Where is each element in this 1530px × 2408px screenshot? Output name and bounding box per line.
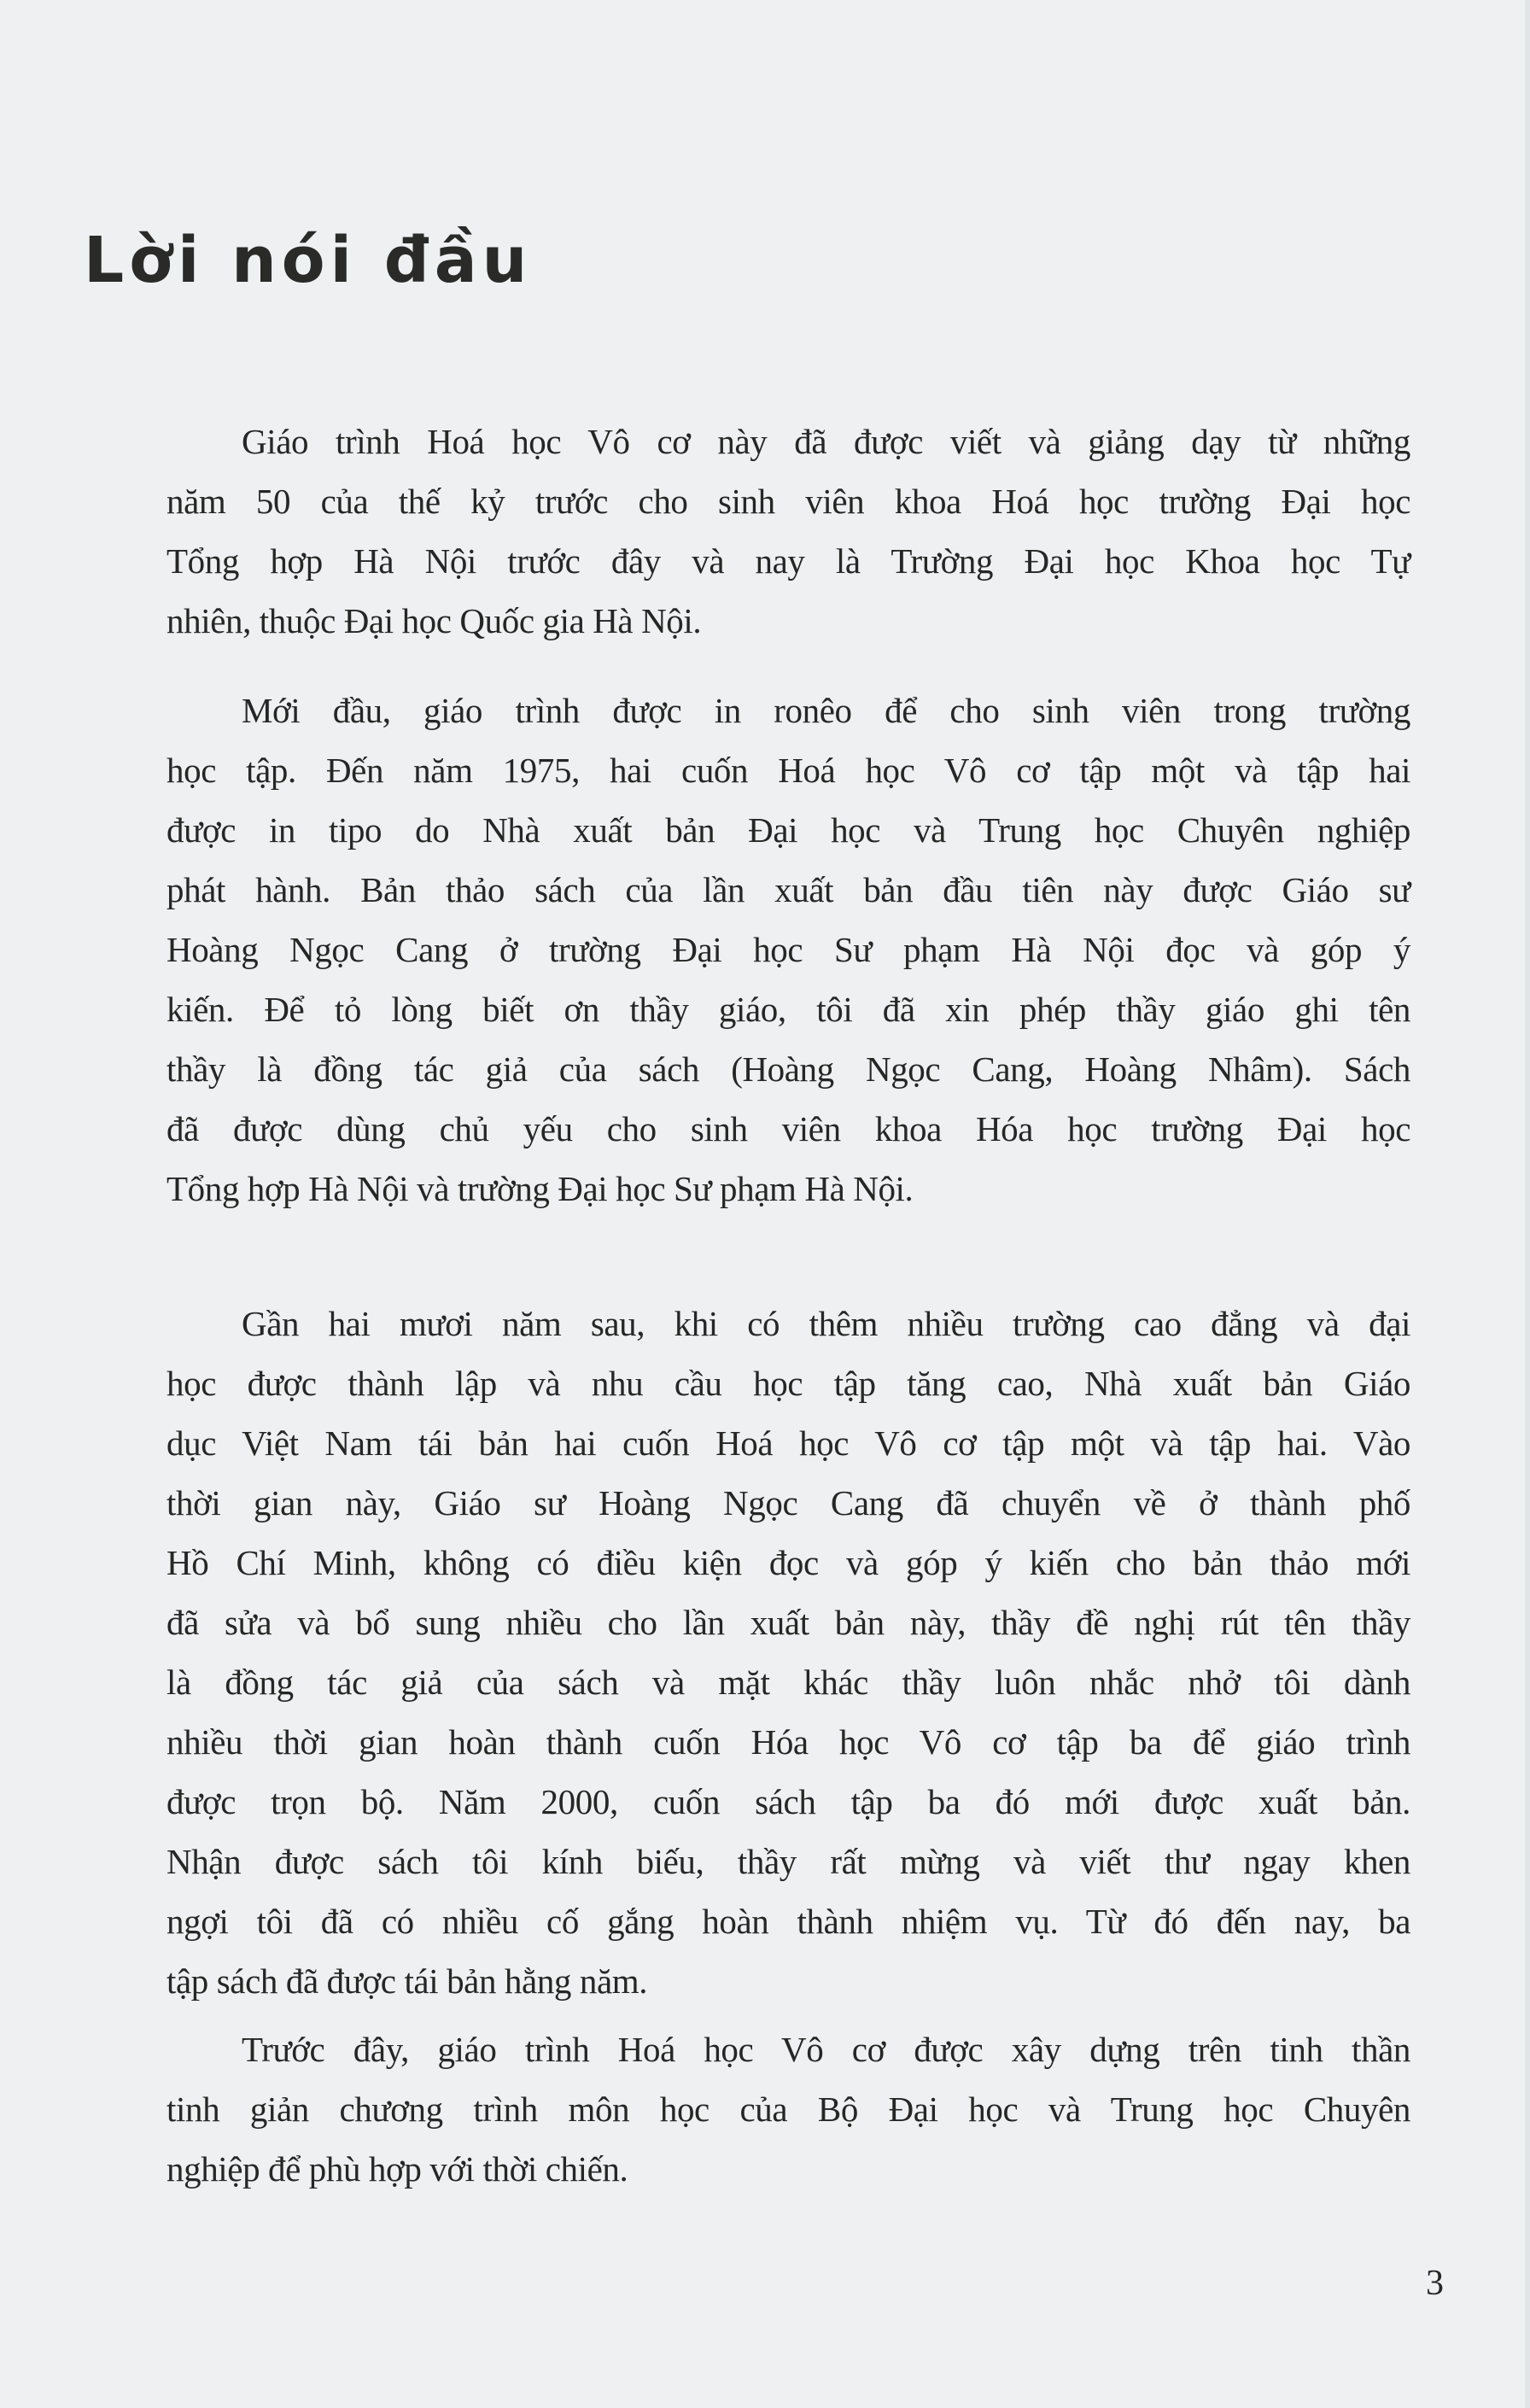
paragraph-1	[166, 412, 1410, 651]
text-line: kiến. Để tỏ lòng biết ơn thầy giáo, tôi đã xin phép thầy giáo ghi tên	[166, 990, 1410, 1029]
text-line: Hồ Chí Minh, không có điều kiện đọc và góp ý kiến cho bản thảo mới	[166, 1543, 1410, 1582]
text-line: đã được dùng chủ yếu cho sinh viên khoa Hóa học trường Đại học	[166, 1109, 1410, 1148]
text-line: Tổng hợp Hà Nội trước đây và nay là Trường Đại học Khoa học Tự	[166, 541, 1410, 581]
text-line: Giáo trình Hoá học Vô cơ này đã được viết và giảng dạy từ những	[242, 422, 1410, 461]
text-line: được trọn bộ. Năm 2000, cuốn sách tập ba đó mới được xuất bản.	[166, 1782, 1410, 1821]
text-line: nhiều thời gian hoàn thành cuốn Hóa học Vô cơ tập ba để giáo trình	[166, 1722, 1410, 1762]
paragraph-2	[166, 681, 1410, 1219]
text-line: học được thành lập và nhu cầu học tập tăng cao, Nhà xuất bản Giáo	[166, 1364, 1410, 1403]
text-line: Gần hai mươi năm sau, khi có thêm nhiều trường cao đẳng và đại	[242, 1304, 1410, 1343]
text-line: thầy là đồng tác giả của sách (Hoàng Ngọc Cang, Hoàng Nhâm). Sách	[166, 1049, 1410, 1089]
text-line: Mới đầu, giáo trình được in ronêo để cho sinh viên trong trường	[242, 691, 1410, 730]
text-line: học tập. Đến năm 1975, hai cuốn Hoá học Vô cơ tập một và tập hai	[166, 751, 1410, 790]
text-line: đã sửa và bổ sung nhiều cho lần xuất bản này, thầy đề nghị rút tên thầy	[166, 1603, 1410, 1642]
page-title: Lời nói đầu	[84, 224, 533, 297]
text-line: Nhận được sách tôi kính biếu, thầy rất mừng và viết thư ngay khen	[166, 1842, 1410, 1881]
text-line: phát hành. Bản thảo sách của lần xuất bản đầu tiên này được Giáo sư	[166, 870, 1410, 909]
page-binding-edge	[1525, 0, 1530, 2408]
text-line: Hoàng Ngọc Cang ở trường Đại học Sư phạm Hà Nội đọc và góp ý	[166, 930, 1410, 969]
paragraph-4	[166, 2019, 1410, 2199]
text-line: ngợi tôi đã có nhiều cố gắng hoàn thành nhiệm vụ. Từ đó đến nay, ba	[166, 1902, 1410, 1941]
text-line: là đồng tác giả của sách và mặt khác thầy luôn nhắc nhở tôi dành	[166, 1663, 1410, 1702]
paragraph-3	[166, 1294, 1410, 2011]
text-line: Tổng hợp Hà Nội và trường Đại học Sư phạm Hà Nội.	[166, 1169, 914, 1208]
text-line: năm 50 của thế kỷ trước cho sinh viên khoa Hoá học trường Đại học	[166, 482, 1410, 521]
text-line: thời gian này, Giáo sư Hoàng Ngọc Cang đã chuyển về ở thành phố	[166, 1483, 1410, 1523]
page-number: 3	[1426, 2264, 1444, 2303]
text-line: được in tipo do Nhà xuất bản Đại học và Trung học Chuyên nghiệp	[166, 810, 1410, 850]
text-line: tập sách đã được tái bản hằng năm.	[166, 1961, 648, 2001]
text-line: nhiên, thuộc Đại học Quốc gia Hà Nội.	[166, 601, 702, 640]
text-line: dục Việt Nam tái bản hai cuốn Hoá học Vô cơ tập một và tập hai. Vào	[166, 1423, 1410, 1463]
text-line: nghiệp để phù hợp với thời chiến.	[166, 2149, 628, 2189]
text-line: tinh giản chương trình môn học của Bộ Đại học và Trung học Chuyên	[166, 2089, 1410, 2129]
text-line: Trước đây, giáo trình Hoá học Vô cơ được xây dựng trên tinh thần	[242, 2030, 1410, 2069]
